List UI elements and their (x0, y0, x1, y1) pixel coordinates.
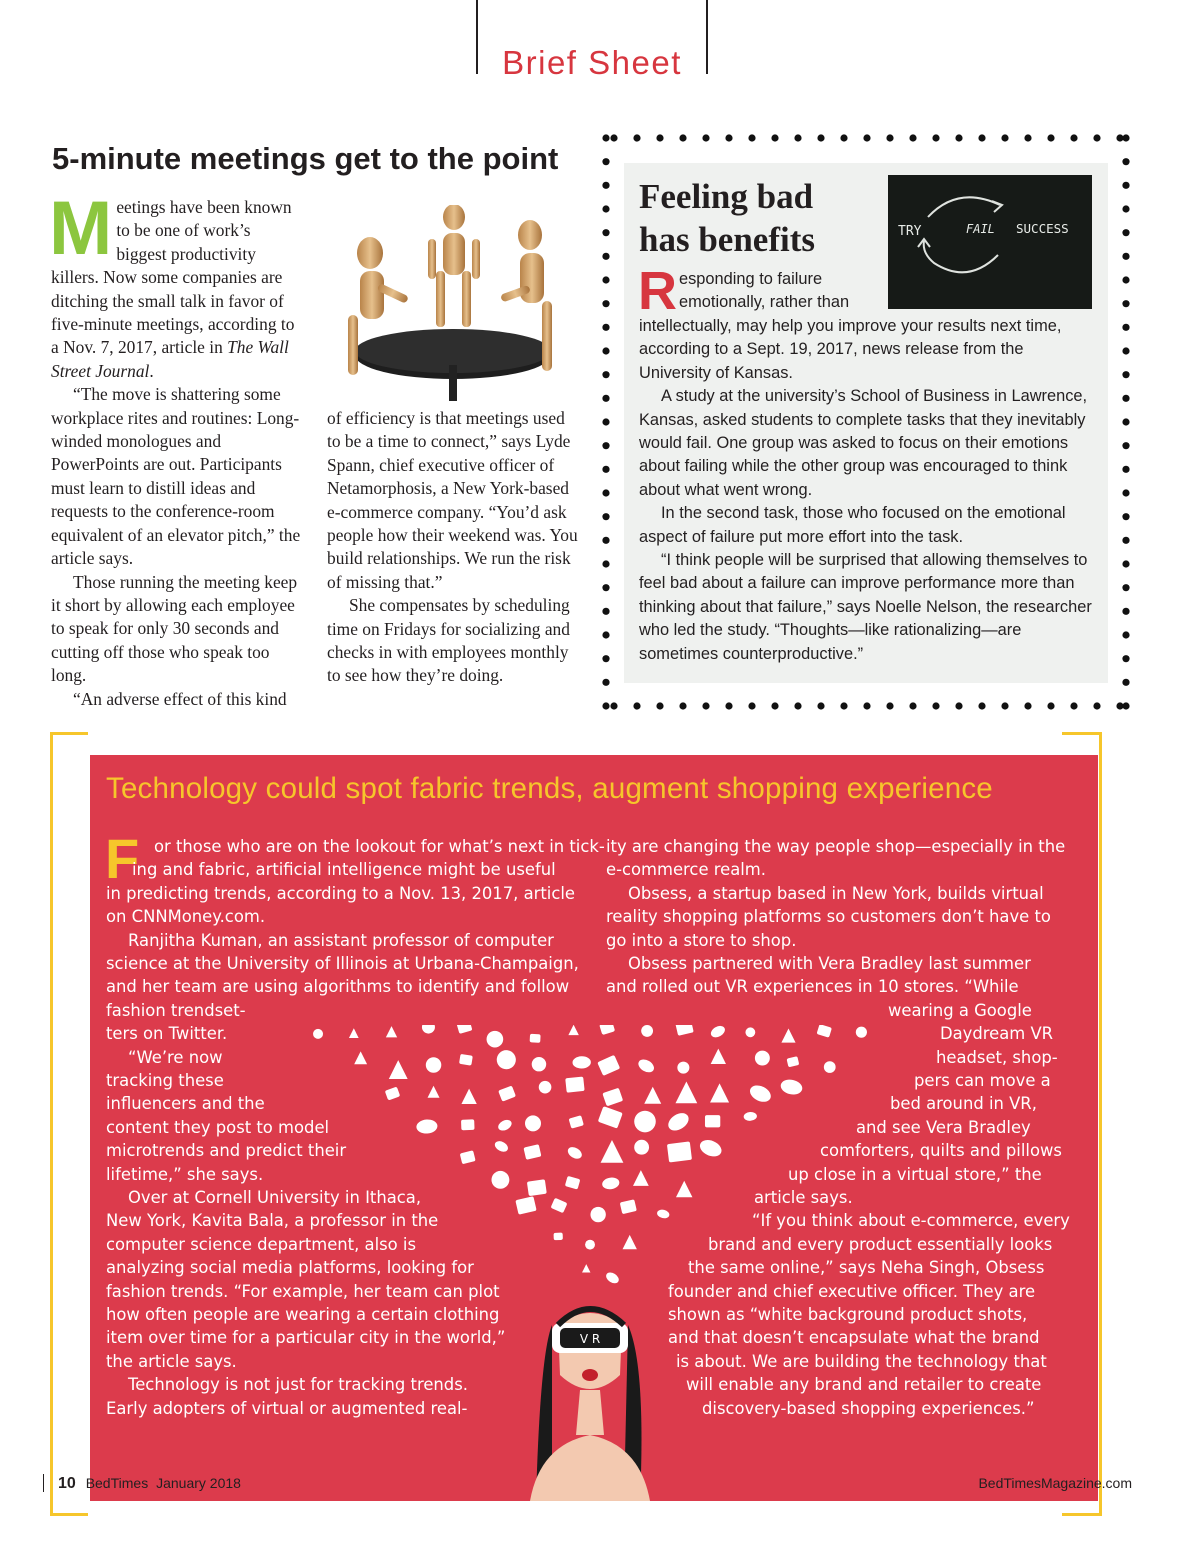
border-dot (932, 134, 939, 141)
border-dot (1070, 134, 1077, 141)
article3-text-line: analyzing social media platforms, looking for (106, 1258, 474, 1278)
border-dot (1122, 205, 1129, 212)
border-dot (602, 466, 609, 473)
border-dot (1093, 702, 1100, 709)
border-dot (602, 276, 609, 283)
border-dot (602, 395, 609, 402)
border-dot (794, 702, 801, 709)
article3-text-line: computer science department, also is (106, 1234, 416, 1254)
article1-title: 5-minute meetings get to the point (52, 141, 559, 176)
article2-body (639, 315, 1099, 666)
border-dot (1122, 560, 1129, 567)
border-dot (602, 513, 609, 520)
border-dot (679, 134, 686, 141)
article3-text-line: on CNNMoney.com. (106, 907, 266, 927)
article1-column-1 (49, 186, 303, 711)
border-dot (602, 584, 609, 591)
border-dot (863, 702, 870, 709)
article3-text-line: influencers and the (106, 1094, 265, 1114)
border-dot (1070, 702, 1077, 709)
border-dot (817, 702, 824, 709)
article3-text-line: ters on Twitter. (106, 1024, 228, 1044)
article3-text-line: science at the University of Illinois at Urbana-Champaign, (106, 954, 579, 973)
article3-text-line: headset, shop- (936, 1047, 1058, 1067)
border-dot (1122, 702, 1129, 709)
article1-paragraph: “An adverse effect of this kind (73, 688, 287, 709)
border-dot (1001, 702, 1008, 709)
article3-text-line: or those who are on the lookout for what’s next in tick- (154, 837, 605, 856)
border-dot (602, 347, 609, 354)
border-dot (633, 134, 640, 141)
article3-text-line: fashion trends. “For example, her team can plot (106, 1281, 500, 1301)
article3-text-line: “We’re now (128, 1047, 223, 1067)
article3-text-line: ity are changing the way people shop—especially in the (606, 837, 1066, 856)
border-dot (955, 702, 962, 709)
dotted-border-top (606, 130, 1128, 146)
border-dot (602, 679, 609, 686)
border-dot (909, 134, 916, 141)
footer-rule (43, 1474, 44, 1492)
border-dot (602, 182, 609, 189)
article3-text-line: go into a store to shop. (606, 930, 797, 950)
border-dot (602, 537, 609, 544)
article3-text-line: founder and chief executive officer. They are (668, 1281, 1036, 1301)
article3-text-line: brand and every product essentially looks (708, 1234, 1053, 1254)
article3-text-line: how often people are wearing a certain clothing (106, 1305, 500, 1324)
article3-text-line: “If you think about e-commerce, every (752, 1211, 1070, 1231)
article3-text-line: and her team are using algorithms to identify and follow (106, 977, 570, 997)
border-dot (1122, 395, 1129, 402)
page-number: 10 (58, 1475, 76, 1492)
border-dot (863, 134, 870, 141)
article3-text-line: microtrends and predict their (106, 1141, 347, 1161)
article3-text-line: ing and fabric, artificial intelligence might be useful (132, 860, 556, 880)
border-dot (978, 702, 985, 709)
border-dot (602, 655, 609, 662)
border-dot (1122, 347, 1129, 354)
article3-text-line: Ranjitha Kuman, an assistant professor of computer (128, 930, 554, 950)
article3-text-line: tracking these (106, 1071, 224, 1090)
article3-text-line: Obsess partnered with Vera Bradley last summer (628, 954, 1031, 973)
article2-paragraph: “I think people will be surprised that allowing themselves to feel bad about a failure can improve performance more than thinking about that failure,” says Noelle Nelson, the researcher who led the study. “Thoughts—like rationalizing—are sometimes counterproductive.” (639, 551, 1092, 663)
magazine-name: BedTimes (85, 1475, 149, 1491)
chalk-word-success: SUCCESS (1016, 221, 1069, 236)
article3-text-line: in predicting trends, according to a Nov. 13, 2017, article (106, 883, 575, 903)
border-dot (1122, 418, 1129, 425)
border-dot (1122, 229, 1129, 236)
border-dot (1122, 537, 1129, 544)
border-dot (602, 560, 609, 567)
border-dot (1047, 702, 1054, 709)
border-dot (886, 702, 893, 709)
border-dot (978, 134, 985, 141)
article3-text-line: wearing a Google (888, 1000, 1032, 1020)
border-dot (602, 702, 609, 709)
article2-lead-text: esponding to failure emotionally, rather than (679, 270, 850, 312)
border-dot (1122, 134, 1129, 141)
border-dot (840, 702, 847, 709)
border-dot (1024, 134, 1031, 141)
article3-text-line: pers can move a (914, 1071, 1051, 1090)
border-dot (602, 489, 609, 496)
website-link[interactable]: BedTimesMagazine.com (978, 1475, 1132, 1491)
border-dot (1122, 371, 1129, 378)
footer-issue-line (58, 1475, 241, 1493)
border-dot (602, 229, 609, 236)
border-dot (602, 158, 609, 165)
border-dot (1122, 631, 1129, 638)
border-dot (955, 134, 962, 141)
article2-dropcap: R (638, 261, 677, 321)
article3-text-line: item over time for a particular city in the world,” (106, 1328, 506, 1348)
border-dot (602, 608, 609, 615)
mannequin-meeting-image (328, 205, 578, 405)
try-fail-success-image (888, 175, 1092, 309)
article3-text-line: bed around in VR, (890, 1094, 1037, 1114)
article3-text-line: Obsess, a startup based in New York, builds virtual (628, 883, 1044, 903)
border-dot (1093, 134, 1100, 141)
border-dot (1001, 134, 1008, 141)
article3-text-line: Technology is not just for tracking trends. (128, 1375, 468, 1395)
border-dot (794, 134, 801, 141)
article3-text-line: and that doesn’t encapsulate what the brand (668, 1328, 1040, 1348)
border-dot (1122, 182, 1129, 189)
border-dot (702, 134, 709, 141)
article3-text-line: the article says. (106, 1351, 237, 1371)
border-dot (656, 134, 663, 141)
border-dot (771, 702, 778, 709)
article1-paragraph: of efficiency is that meetings used to be a time to connect,” says Lyde Spann, chief executive officer of Netamorphosis, a New York-based e-commerce company. “You’d ask people how their weekend was. You build relationships. We run the risk of missing that.” (327, 408, 578, 592)
border-dot (748, 702, 755, 709)
border-dot (1122, 158, 1129, 165)
border-dot (909, 702, 916, 709)
article1-paragraph: eetings have been known to be one of work’s biggest productivity killers. Now some companies are ditching the small talk in favor of five-minute meetings, according to a Nov. 7, 2017, article in The Wall Street Journal. (51, 197, 295, 381)
border-dot (602, 253, 609, 260)
border-dot (840, 134, 847, 141)
border-dot (725, 702, 732, 709)
article1-paragraph: “The move is shattering some workplace rites and routines: Long-winded monologues and PowerPoints are out. Participants must learn to distill ideas and requests to the conference-room equivalent of an elevator pitch,” the article says. (51, 384, 301, 569)
border-dot (932, 702, 939, 709)
publication-name: The Wall Street Journal (51, 337, 289, 381)
article3-text-line: content they post to model (106, 1117, 330, 1137)
border-dot (1122, 513, 1129, 520)
gold-bracket-left (50, 732, 88, 1516)
article2-paragraph: intellectually, may help you improve your results next time, according to a Sept. 19, 2017, news release from the University of Kansas. (639, 317, 1062, 382)
article2-paragraph: In the second task, those who focused on the emotional aspect of failure put more effort into the task. (639, 504, 1066, 546)
border-dot (1122, 300, 1129, 307)
border-dot (1122, 324, 1129, 331)
header-rule-right (706, 0, 708, 74)
article3-text-line: discovery-based shopping experiences.” (702, 1398, 1035, 1418)
article3-text-line: shown as “white background product shots, (668, 1305, 1028, 1324)
article3-dropcap: F (105, 827, 140, 890)
border-dot (1122, 466, 1129, 473)
dotted-border-right (1118, 130, 1134, 714)
article3-title: Technology could spot fabric trends, augment shopping experience (106, 772, 993, 805)
article3-left-column (105, 827, 605, 1495)
vr-label: V R (579, 1332, 601, 1346)
border-dot (1047, 134, 1054, 141)
article3-text-line: e-commerce realm. (606, 860, 766, 880)
article1-paragraph: She compensates by scheduling time on Fridays for socializing and checks in with employees monthly to see how they’re doing. (327, 595, 570, 686)
chalk-word-fail: FAIL (966, 222, 995, 236)
border-dot (886, 134, 893, 141)
article3-text-line: the same online,” says Neha Singh, Obsess (688, 1258, 1045, 1278)
border-dot (602, 205, 609, 212)
border-dot (1122, 442, 1129, 449)
border-dot (1122, 679, 1129, 686)
dotted-border-bottom (606, 698, 1128, 714)
border-dot (771, 134, 778, 141)
article2-paragraph: A study at the university’s School of Business in Lawrence, Kansas, asked students to complete tasks that they inevitably would fail. One group was asked to focus on their emotions about failing while the other group was encouraged to think about what went wrong. (639, 387, 1088, 499)
border-dot (602, 418, 609, 425)
article3-right-column (590, 835, 1080, 1495)
border-dot (633, 702, 640, 709)
article2-lead (638, 261, 879, 321)
border-dot (602, 324, 609, 331)
border-dot (1122, 253, 1129, 260)
border-dot (656, 702, 663, 709)
border-dot (1122, 584, 1129, 591)
border-dot (748, 134, 755, 141)
article3-text-line: Early adopters of virtual or augmented real- (106, 1398, 468, 1418)
article1-paragraph: Those running the meeting keep it short by allowing each employee to speak for only 30 seconds and cutting off those who speak too long. (51, 571, 298, 686)
border-dot (602, 631, 609, 638)
border-dot (1122, 276, 1129, 283)
article3-text-line: up close in a virtual store,” the (788, 1164, 1042, 1184)
border-dot (1122, 655, 1129, 662)
article3-text-line: Over at Cornell University in Ithaca, (128, 1188, 422, 1207)
border-dot (1024, 702, 1031, 709)
article3-text-line: and rolled out VR experiences in 10 stores. “While (606, 977, 1019, 997)
border-dot (1122, 489, 1129, 496)
article3-text-line: and see Vera Bradley (856, 1117, 1031, 1137)
section-label: Brief Sheet (502, 44, 682, 81)
border-dot (817, 134, 824, 141)
border-dot (725, 134, 732, 141)
article3-text-line: Daydream VR (940, 1024, 1054, 1044)
border-dot (679, 702, 686, 709)
article3-text-line: is about. We are building the technology that (676, 1351, 1047, 1371)
border-dot (602, 442, 609, 449)
issue-date: January 2018 (156, 1475, 241, 1491)
article2-title: Feeling bad has benefits (639, 177, 815, 259)
border-dot (602, 300, 609, 307)
article3-text-line: article says. (754, 1188, 853, 1207)
article1-dropcap: M (49, 186, 113, 271)
border-dot (602, 134, 609, 141)
article3-text-line: comforters, quilts and pillows (820, 1141, 1062, 1161)
article3-text-line: reality shopping platforms so customers don’t have to (606, 907, 1051, 927)
chalk-word-try: TRY (898, 224, 922, 239)
article3-text-line: lifetime,” she says. (106, 1164, 264, 1184)
article3-text-line: will enable any brand and retailer to create (686, 1375, 1042, 1395)
border-dot (602, 371, 609, 378)
article3-text-line: New York, Kavita Bala, a professor in the (106, 1211, 439, 1231)
border-dot (1122, 608, 1129, 615)
dotted-border-left (598, 130, 614, 714)
article3-text-line: fashion trendset- (106, 1000, 246, 1020)
article1-column-2 (327, 407, 579, 688)
border-dot (702, 702, 709, 709)
